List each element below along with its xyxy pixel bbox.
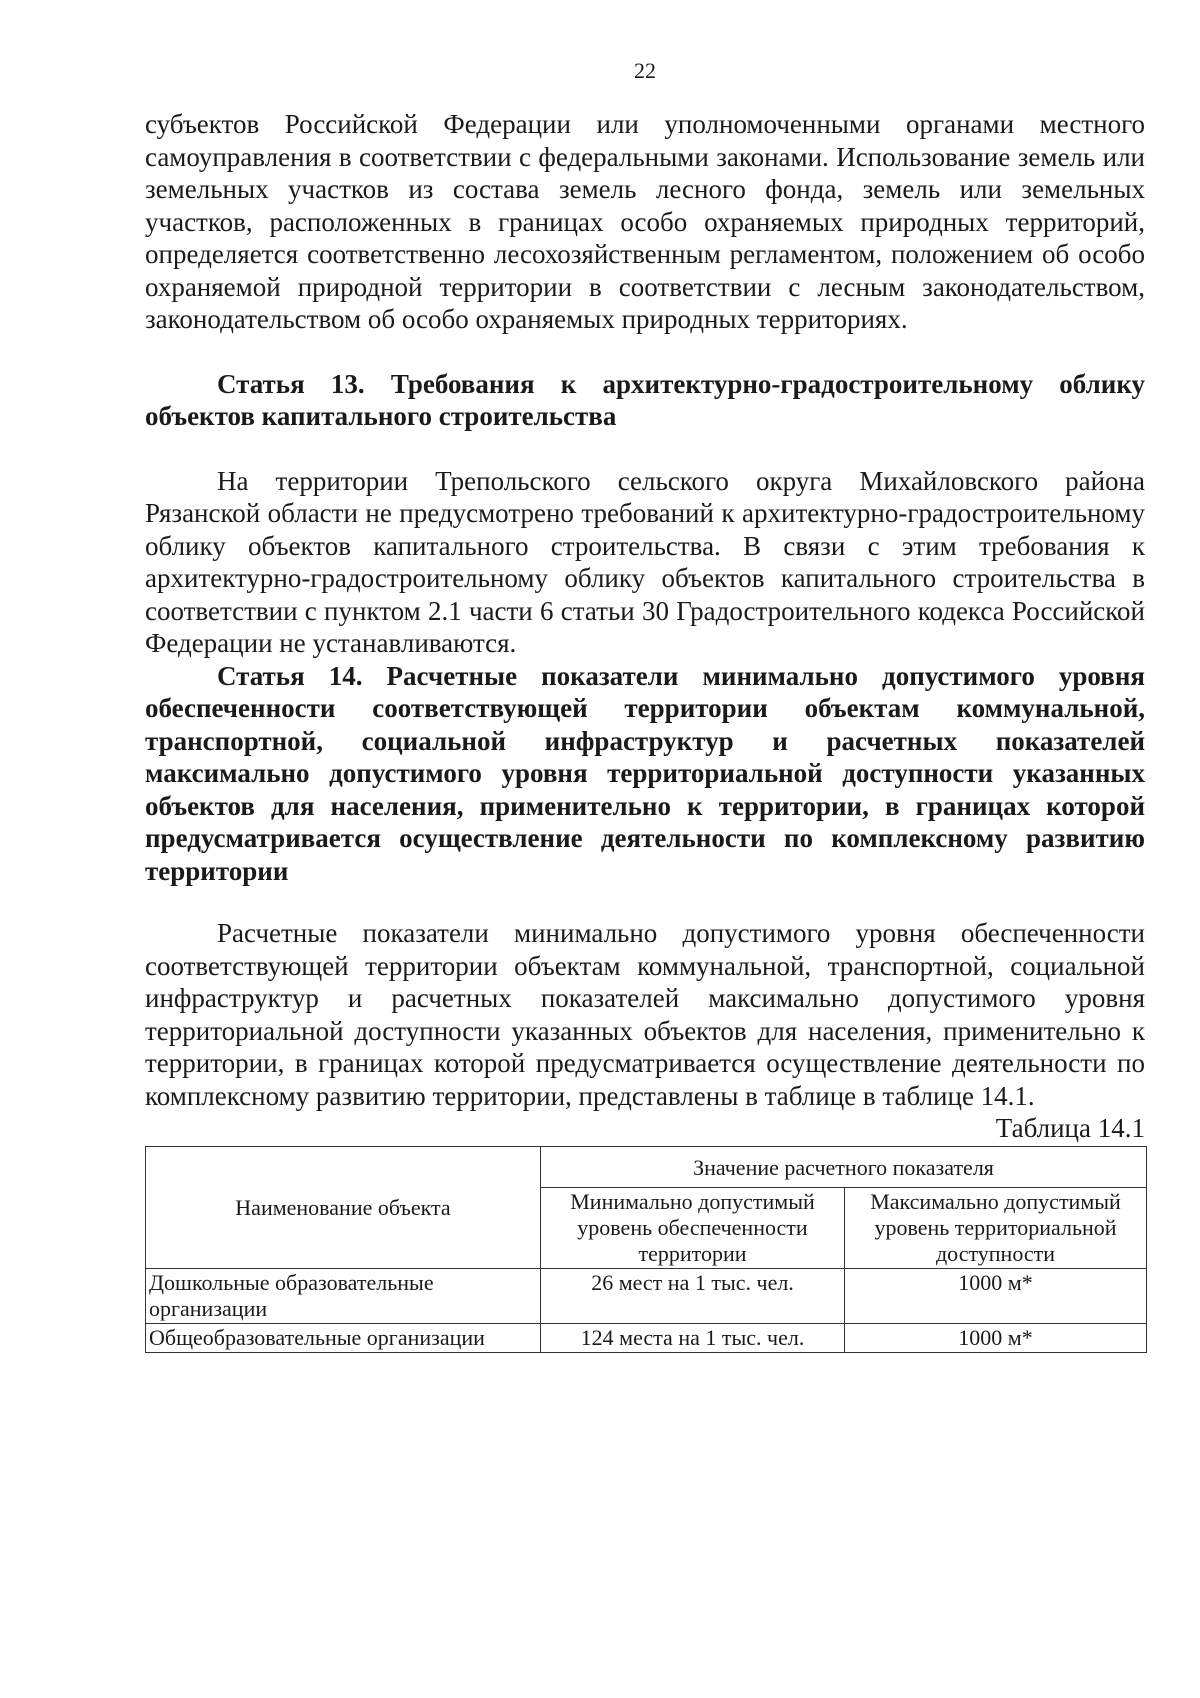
article-13-text: На территории Трепольского сельского округа Михайловского района Рязанской области не предусмотрено требований к архитектурно-градостроительному облику объектов капитального строительства. В связи с этим требования к архитектурно-градостроительному облику объектов капитального строительства в соответствии с пунктом 2.1 части 6 статьи 30 Градостроительного кодекса Российской Федерации не устанавливаются. — [145, 465, 1145, 658]
indicators-table — [145, 1146, 1147, 1353]
header-max-level: Максимально допустимый уровень территориальной доступности — [845, 1188, 1147, 1269]
article-13-heading: Статья 13. Требования к архитектурно-градостроительному облику объектов капитального строительства — [145, 368, 1145, 431]
document-page — [145, 58, 1145, 1353]
table-row — [146, 1269, 1147, 1324]
header-object-name: Наименование объекта — [146, 1147, 541, 1269]
header-min-level: Минимально допустимый уровень обеспеченности территории — [541, 1188, 845, 1269]
article-14-heading: Статья 14. Расчетные показатели минимально допустимого уровня обеспеченности соответствующей территории объектам коммунальной, транспортной, социальной инфраструктур и расчетных показателей максимально допустимого уровня территориальной доступности указанных объектов для населения, применительно к территории, в границах которой предусматривается осуществление деятельности по комплексному развитию территории — [145, 660, 1145, 886]
row-min-value: 124 места на 1 тыс. чел. — [541, 1324, 845, 1353]
row-object-name: Дошкольные образовательные организации — [146, 1269, 541, 1324]
row-max-value: 1000 м* — [845, 1324, 1147, 1353]
table-caption: Таблица 14.1 — [995, 1113, 1145, 1143]
row-object-name: Общеобразовательные организации — [146, 1324, 541, 1353]
intro-paragraph: субъектов Российской Федерации или уполномоченными органами местного самоуправления в соответствии с федеральными законами. Использование земель или земельных участков из состава земель лесного фонда, земель или земельных участков, расположенных в границах особо охраняемых природных территорий, определяется соответственно лесохозяйственным регламентом, положением об особо охраняемой природной территории в соответствии с лесным законодательством, законодательством об особо охраняемых природных территориях. — [145, 109, 1145, 334]
row-min-value: 26 мест на 1 тыс. чел. — [541, 1269, 845, 1324]
page-number: 22 — [634, 58, 656, 83]
table-row — [146, 1324, 1147, 1353]
article-14-text: Расчетные показатели минимально допустимого уровня обеспеченности соответствующей территории объектам коммунальной, транспортной, социальной инфраструктур и расчетных показателей максимально допустимого уровня территориальной доступности указанных объектов для населения, применительно к территории, в границах которой предусматривается осуществление деятельности по комплексному развитию территории, представлены в таблице в таблице 14.1. — [145, 918, 1145, 1111]
row-max-value: 1000 м* — [845, 1269, 1147, 1324]
table-header-row — [146, 1147, 1147, 1188]
header-indicator-value: Значение расчетного показателя — [541, 1147, 1147, 1188]
